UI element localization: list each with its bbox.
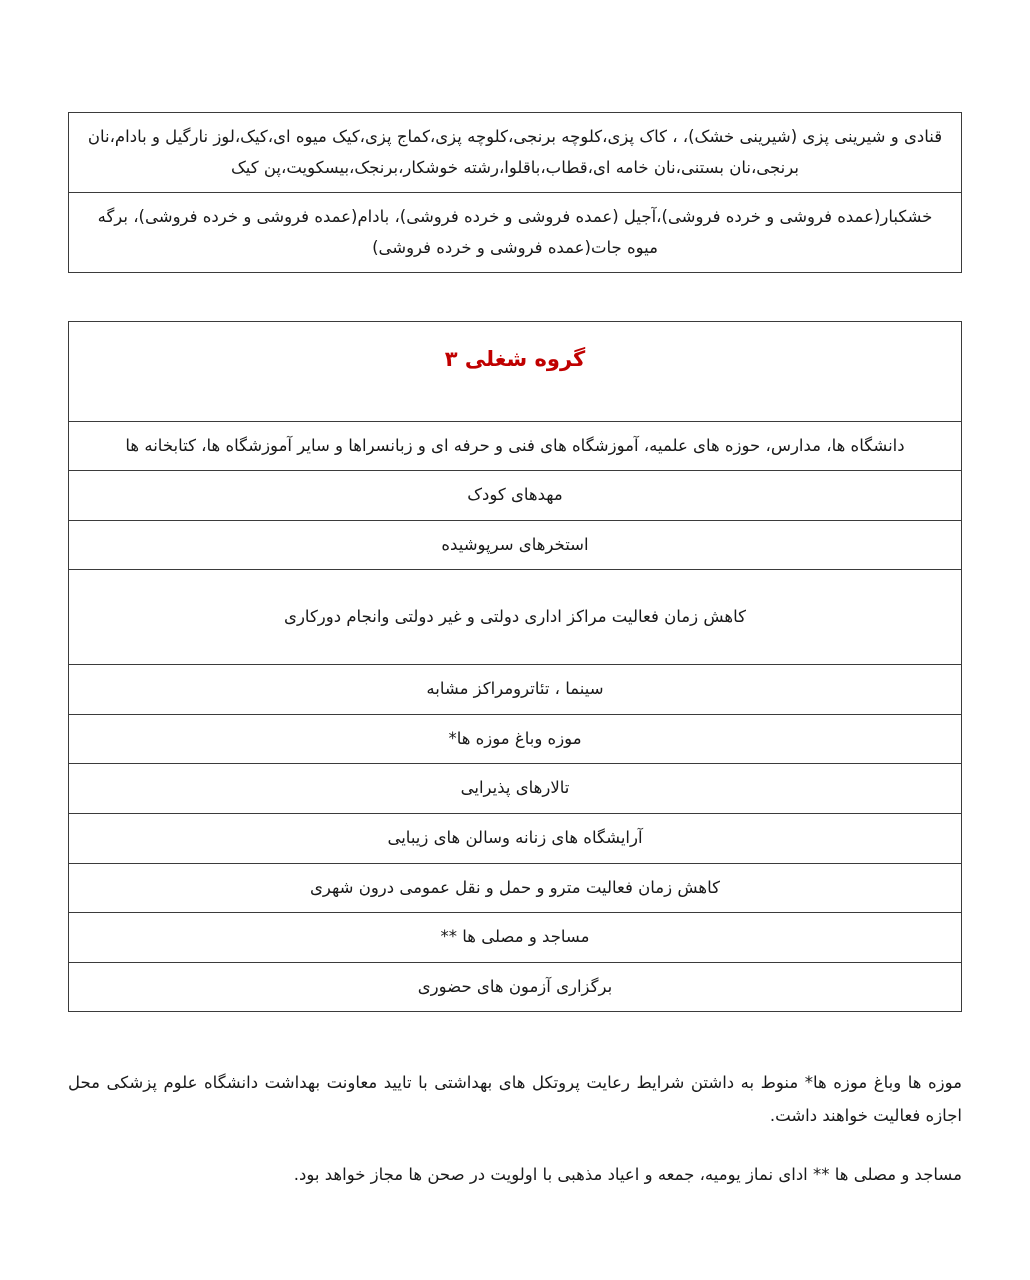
table-row bbox=[69, 665, 962, 715]
table-cell-in-person-exams: برگزاری آزمون های حضوری bbox=[69, 962, 962, 1012]
page-title: گروه شغلی ۳ bbox=[444, 347, 586, 372]
table-row bbox=[69, 962, 962, 1012]
occupational-group-three-table bbox=[68, 321, 962, 1012]
footnotes bbox=[68, 1066, 962, 1191]
table-row bbox=[69, 113, 962, 193]
table-row bbox=[69, 520, 962, 570]
table-cell-office-hours: کاهش زمان فعالیت مراکز اداری دولتی و غیر دولتی وانجام دورکاری bbox=[69, 570, 962, 665]
table-row bbox=[69, 814, 962, 864]
footnote-mosques: مساجد و مصلی ها ** ادای نماز یومیه، جمعه و اعیاد مذهبی با اولویت در صحن ها مجاز خواهد بود. bbox=[293, 1165, 962, 1185]
table-cell-beauty-salons: آرایشگاه های زنانه وسالن های زیبایی bbox=[69, 814, 962, 864]
table-row bbox=[69, 764, 962, 814]
table-row bbox=[69, 863, 962, 913]
table-row bbox=[69, 913, 962, 963]
table-cell-bakery: قنادی و شیرینی پزی (شیرینی خشک)، ، کاک پزی،کلوچه برنجی،کلوچه پزی،کماج پزی،کیک میوه ای،کیک،لوز نارگیل و بادام،نان برنجی،نان بستنی،نان خامه ای،قطاب،باقلوا،رشته خوشکار،برنجک،بیسکویت،پن کیک bbox=[69, 113, 962, 193]
table-cell-reception-halls: تالارهای پذیرایی bbox=[69, 764, 962, 814]
table-cell-indoor-pools: استخرهای سرپوشیده bbox=[69, 520, 962, 570]
table-row bbox=[69, 193, 962, 273]
table-cell-museums: موزه وباغ موزه ها* bbox=[69, 714, 962, 764]
table-row bbox=[69, 421, 962, 471]
occupational-group-two-table bbox=[68, 112, 962, 273]
table-cell-kindergartens: مهدهای کودک bbox=[69, 471, 962, 521]
table-row bbox=[69, 471, 962, 521]
footnote-museums: موزه ها وباغ موزه ها* منوط به داشتن شرایط رعایت پروتکل های بهداشتی با تایید معاونت بهداشت دانشگاه علوم پزشکی محل اجازه فعالیت خواهند داشت. bbox=[68, 1073, 962, 1126]
table-cell-metro-transport: کاهش زمان فعالیت مترو و حمل و نقل عمومی درون شهری bbox=[69, 863, 962, 913]
table-cell-cinema: سینما ، تئاترومراکز مشابه bbox=[69, 665, 962, 715]
table-cell-universities: دانشگاه ها، مدارس، حوزه های علمیه، آموزشگاه های فنی و حرفه ای و زبانسراها و سایر آموزشگاه ها، کتابخانه ها bbox=[69, 421, 962, 471]
table-cell-dried-fruits: خشکبار(عمده فروشی و خرده فروشی)،آجیل (عمده فروشی و خرده فروشی)، بادام(عمده فروشی و خرده فروشی)، برگه میوه جات(عمده فروشی و خرده فروشی) bbox=[69, 193, 962, 273]
group-title-blank-cell bbox=[69, 395, 962, 422]
group-title-cell bbox=[69, 322, 962, 395]
table-row-title bbox=[69, 322, 962, 395]
table-gap bbox=[68, 273, 962, 321]
table-row-title-spacer bbox=[69, 395, 962, 422]
table-row bbox=[69, 570, 962, 665]
table-row bbox=[69, 714, 962, 764]
table-cell-mosques: مساجد و مصلی ها ** bbox=[69, 913, 962, 963]
top-spacer bbox=[68, 0, 962, 112]
